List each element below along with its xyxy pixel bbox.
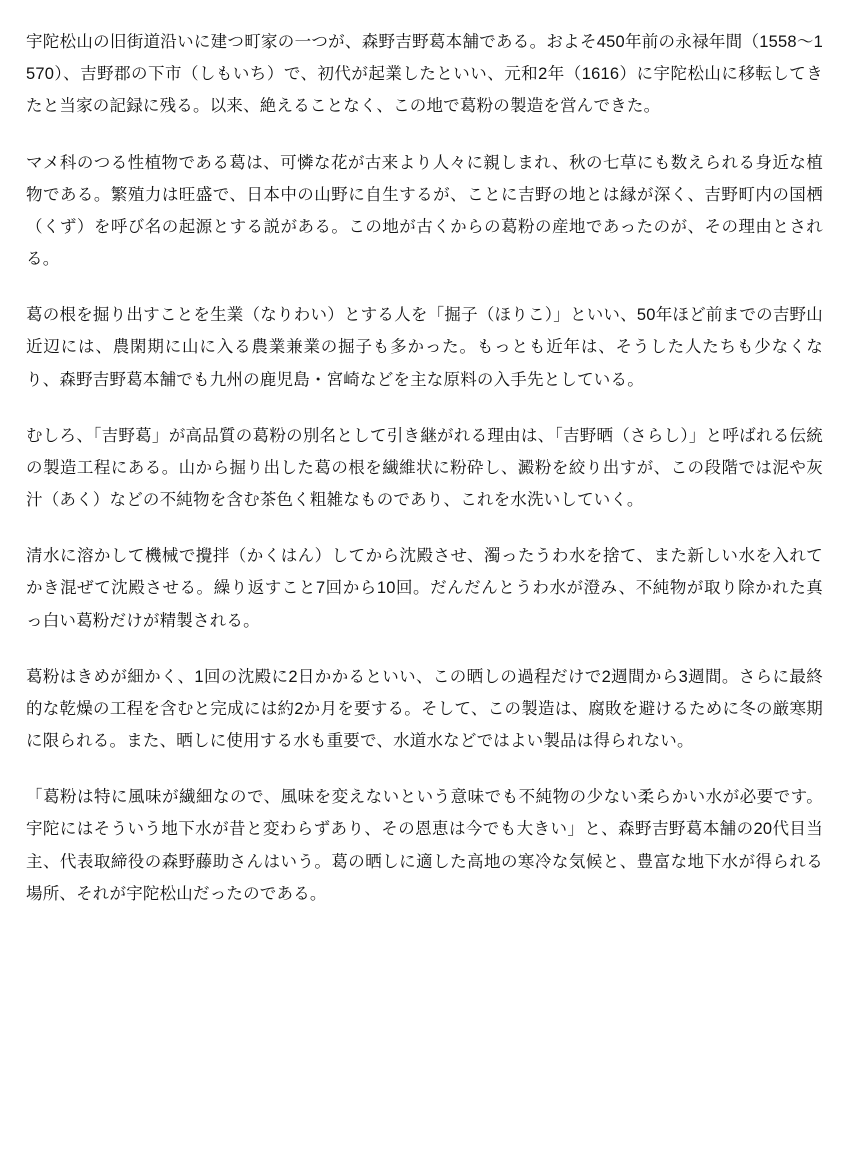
paragraph: むしろ、「吉野葛」が高品質の葛粉の別名として引き継がれる理由は、「吉野晒（さらし）」と呼ばれる伝統の製造工程にある。山から掘り出した葛の根を繊維状に粉砕し、澱粉を絞り出すが、この段階では泥や灰汁（あく）などの不純物を含む茶色く粗雑なものであり、これを水洗いしていく。 <box>26 426 823 510</box>
paragraph: 葛粉はきめが細かく、1回の沈殿に2日かかるといい、この晒しの過程だけで2週間から3週間。さらに最終的な乾燥の工程を含むと完成には約2か月を要する。そして、この製造は、腐敗を避けるために冬の厳寒期に限られる。また、晒しに使用する水も重要で、水道水などではよい製品は得られない。 <box>26 667 823 751</box>
paragraph: 葛の根を掘り出すことを生業（なりわい）とする人を「掘子（ほりこ）」といい、50年ほど前までの吉野山近辺には、農閑期に山に入る農業兼業の掘子も多かった。もっとも近年は、そうした人たちも少なくなり、森野吉野葛本舗でも九州の鹿児島・宮崎などを主な原料の入手先としている。 <box>26 306 823 389</box>
paragraph: 清水に溶かして機械で攪拌（かくはん）してから沈殿させ、濁ったうわ水を捨て、また新しい水を入れてかき混ぜて沈殿させる。繰り返すこと7回から10回。だんだんとうわ水が澄み、不純物が取り除かれた真っ白い葛粉だけが精製される。 <box>26 547 823 630</box>
paragraph: 「葛粉は特に風味が繊細なので、風味を変えないという意味でも不純物の少ない柔らかい水が必要です。宇陀にはそういう地下水が昔と変わらずあり、その恩恵は今でも大きい」と、森野吉野葛本舗の20代目当主、代表取締役の森野藤助さんはいう。葛の晒しに適した高地の寒冷な気候と、豊富な地下水が得られる場所、それが宇陀松山だったのである。 <box>26 788 823 903</box>
paragraph: 宇陀松山の旧街道沿いに建つ町家の一つが、森野吉野葛本舗である。およそ450年前の永禄年間（1558〜1570）、吉野郡の下市（しもいち）で、初代が起業したといい、元和2年（1616）に宇陀松山に移転してきたと当家の記録に残る。以来、絶えることなく、この地で葛粉の製造を営んできた。 <box>26 33 823 116</box>
paragraph: マメ科のつる性植物である葛は、可憐な花が古来より人々に親しまれ、秋の七草にも数えられる身近な植物である。繁殖力は旺盛で、日本中の山野に自生するが、ことに吉野の地とは縁が深く、吉野町内の国栖（くず）を呼び名の起源とする説がある。この地が古くからの葛粉の産地であったのが、その理由とされる。 <box>26 153 823 269</box>
